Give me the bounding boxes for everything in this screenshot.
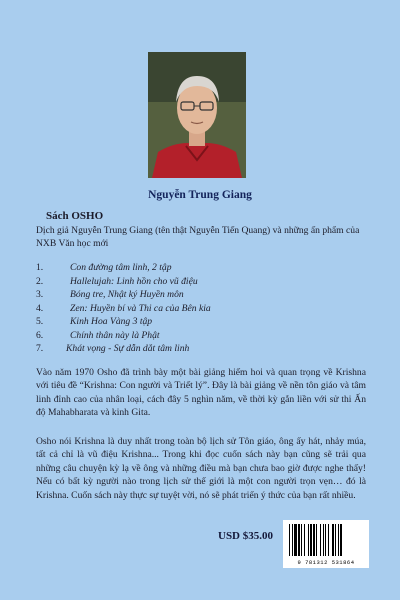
book-title: Khát vọng - Sự dẫn dắt tâm linh: [66, 343, 190, 354]
book-list: [36, 262, 366, 357]
barcode-bar: [298, 524, 300, 556]
barcode-bar: [328, 524, 329, 556]
translator-note: Dịch giả Nguyễn Trung Giang (tên thật Nguyễn Tiến Quang) và những ấn phẩm của NXB Văn học mới: [36, 225, 360, 249]
barcode-bar: [313, 524, 315, 556]
book-number: 6.: [36, 329, 44, 341]
isbn-barcode: [283, 520, 369, 568]
barcode-bar: [304, 524, 305, 556]
barcode-bar: [338, 524, 339, 556]
price-label: USD $35.00: [218, 530, 274, 542]
book-item: [36, 316, 366, 330]
book-title: Hallelujah: Linh hồn cho vũ điệu: [70, 275, 198, 287]
author-photo: [148, 52, 246, 178]
barcode-bar: [292, 524, 293, 556]
barcode-bar: [310, 524, 312, 556]
book-title: Chính thân này là Phật: [70, 329, 160, 341]
barcode-bar: [332, 524, 334, 556]
author-name: Nguyễn Trung Giang: [148, 189, 252, 201]
book-item: [36, 276, 366, 290]
book-title: Kinh Hoa Vàng 3 tập: [70, 316, 153, 327]
barcode-bar: [325, 524, 326, 556]
barcode-bar: [294, 524, 297, 556]
series-title: Sách OSHO: [46, 210, 104, 222]
barcode-bar: [308, 524, 309, 556]
barcode-bar: [289, 524, 290, 556]
book-number: 4.: [36, 302, 44, 314]
book-number: 1.: [36, 262, 44, 273]
barcode-bar: [335, 524, 336, 556]
book-item: [36, 303, 366, 317]
barcode-digits: 9 781312 531864: [297, 559, 355, 566]
book-title: Zen: Huyền bí và Thi ca của Bên kia: [70, 302, 211, 314]
book-item: [36, 330, 366, 344]
barcode-bar: [316, 524, 317, 556]
book-item: [36, 289, 366, 303]
barcode-bar: [323, 524, 324, 556]
book-item: [36, 343, 366, 357]
description-paragraph-1: Vào năm 1970 Osho đã trình bày một bài giảng hiếm hoi và quan trọng về Krishna với tiêu đề “Krishna: Con người và Triết lý”. Đây là bài giảng về nền tôn giáo và tâm linh đỉnh cao của nhân loại, cách đây 5 nghìn năm, về thời kỳ gắn liền với sử thi Ấn độ Mahabharata và kinh Gita.: [36, 367, 366, 419]
barcode-bar: [301, 524, 302, 556]
book-item: [36, 262, 366, 276]
book-number: 7.: [36, 343, 44, 354]
book-number: 3.: [36, 289, 44, 300]
description-paragraph-2: Osho nói Krishna là duy nhất trong toàn bộ lịch sử Tôn giáo, ông ấy hát, nhảy múa, tất cả chỉ là vũ điệu Krishna... Trong khi đọc cuốn sách này bạn cũng sẽ trải qua những câu chuyện kỳ lạ về ông và những điều mà bạn chưa bao giờ được nghe thấy! Nếu có bất kỳ người nào trong lịch sử thế giới là một con người trọn vẹn… đó là Krishna. Cuốn sách này thực sự tuyệt vời, nó sẽ phát triển ý thức của bạn rất nhiều.: [36, 436, 366, 501]
barcode-bar: [320, 524, 321, 556]
book-title: Bóng tre, Nhật ký Huyền môn: [70, 289, 184, 300]
book-title: Con đường tâm linh, 2 tập: [70, 262, 172, 273]
book-number: 2.: [36, 275, 44, 287]
book-number: 5.: [36, 316, 44, 327]
barcode-bar: [340, 524, 342, 556]
